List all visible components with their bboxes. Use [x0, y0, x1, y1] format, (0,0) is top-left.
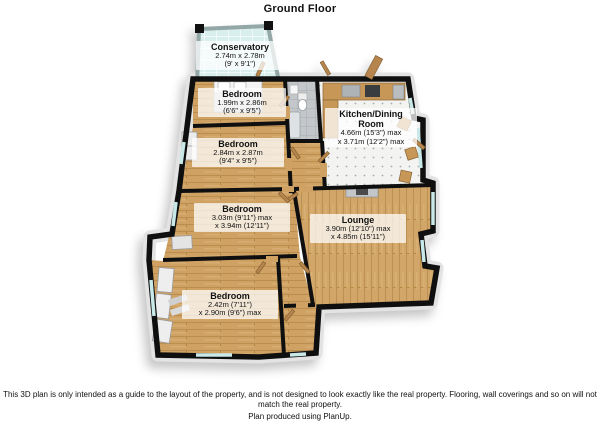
room-name: Bedroom — [218, 139, 258, 149]
bathtub-icon — [289, 112, 300, 138]
room-label-bedroom-3 — [194, 203, 290, 232]
room-name: Lounge — [341, 215, 375, 225]
room-name: Bedroom — [222, 89, 262, 99]
room-dims-metric: 3.03m (9'11") max — [211, 213, 273, 223]
room-dims-imperial: x 4.85m (15'11") — [331, 232, 385, 242]
toilet-icon — [298, 93, 307, 111]
disclaimer-text: This 3D plan is only intended as a guide to the layout of the property, and is not designed to look exactly like the real property. Flooring, wall coverings and so on will not match the real property. — [3, 390, 597, 410]
room-label-lounge — [310, 214, 406, 243]
chest-icon — [172, 235, 193, 249]
room-label-bedroom-2 — [192, 138, 284, 167]
room-dims-imperial: (9'4" x 9'5") — [219, 156, 257, 166]
room-dims-imperial: (9' x 9'1") — [224, 59, 256, 69]
room-dims-imperial: (6'6" x 9'5") — [223, 106, 261, 116]
room-dims-metric: 4.66m (15'3") max — [340, 128, 402, 138]
room-dims-metric: 1.99m x 2.86m — [217, 98, 267, 108]
room-name: Kitchen/Dining Room — [339, 109, 403, 130]
room-dims-imperial: x 3.94m (12'11") — [215, 221, 269, 231]
room-label-bedroom-1 — [198, 88, 286, 117]
room-dims-imperial: x 3.71m (12'2") max — [337, 136, 405, 146]
room-name: Bedroom — [210, 291, 250, 301]
page-title: Ground Floor — [263, 3, 337, 15]
room-label-conservatory — [196, 41, 284, 70]
footer — [0, 390, 600, 422]
room-dims-metric: 2.84m x 2.87m — [213, 148, 263, 158]
room-floor-lounge — [294, 185, 437, 306]
basin-icon — [290, 85, 298, 94]
room-dims-metric: 2.74m x 2.78m — [215, 51, 265, 61]
room-dims-metric: 2.42m (7'11") — [208, 300, 252, 310]
room-label-kitchen-dining — [325, 108, 417, 147]
room-dims-imperial: x 2.90m (9'6") max — [198, 308, 262, 318]
room-name: Conservatory — [210, 42, 270, 52]
room-name: Bedroom — [222, 204, 262, 214]
room-dims-metric: 3.90m (12'10") max — [325, 224, 391, 234]
credit-text: Plan produced using PlanUp. — [248, 411, 352, 421]
room-label-bedroom-4 — [182, 290, 278, 319]
